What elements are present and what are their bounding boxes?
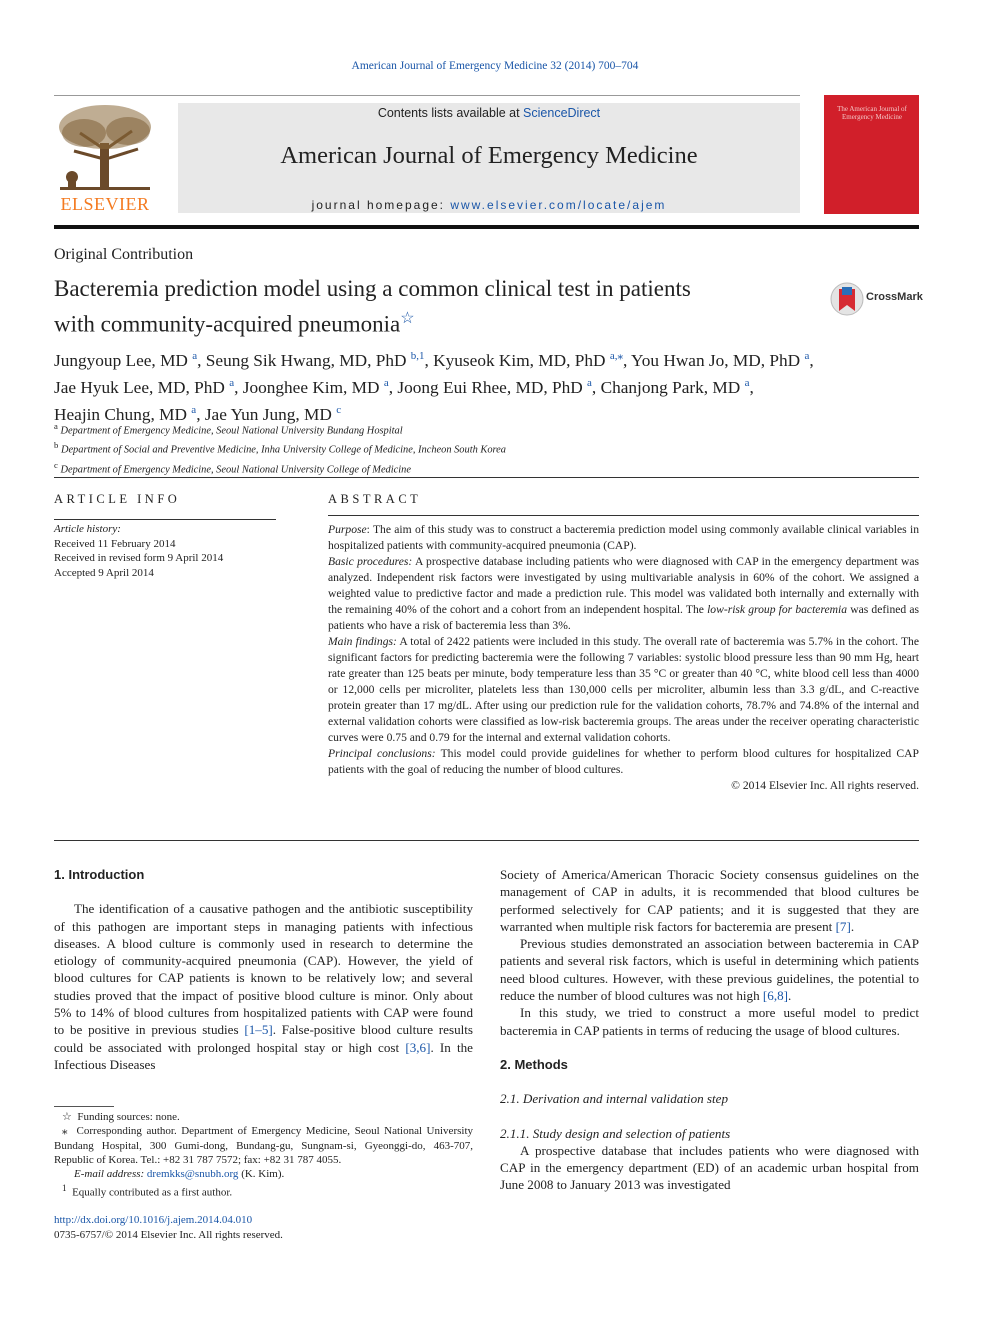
intro-text-c: . In the Infectious Diseases <box>54 1039 473 1072</box>
abstract-heading: ABSTRACT <box>328 492 422 506</box>
author-separator: , <box>234 377 243 397</box>
author-name: Jae Yun Jung, MD <box>204 404 332 424</box>
article-history <box>54 522 284 580</box>
abstract-bottom-rule <box>54 840 919 841</box>
body-right-column <box>500 866 919 1194</box>
sciencedirect-link[interactable]: ScienceDirect <box>523 106 601 120</box>
purpose-label: Purpose <box>328 523 367 536</box>
intro-text-a: The identification of a causative pathogen and the antibiotic susceptibility of this pathogen are important steps in managing patients with infectious diseases. A blood culture is commonly used in research to determine the etiology of community-acquired pneumonia (CAP). However, the yield of blood cultures for CAP patients is known to be relatively low; and several studies proved that the impact of positive blood culture is minor. Only about 5% to 14% of blood cultures from hospitalized patients with CAP were found to be positive in previous studies <box>54 901 473 1038</box>
elsevier-tree-icon <box>54 103 156 193</box>
affiliation-text: Department of Social and Preventive Medicine, Inha University College of Medicine, Incheon South Korea <box>60 444 506 456</box>
abstract-basic-procedures <box>328 554 919 634</box>
affiliation-item <box>54 419 924 438</box>
right-paragraph-2 <box>500 935 919 1004</box>
footnote-email <box>54 1167 473 1181</box>
author-name: Kyuseok Kim, MD, PhD <box>433 350 606 370</box>
article-type: Original Contribution <box>54 246 194 263</box>
cover-title: The American Journal of Emergency Medicine <box>837 105 907 121</box>
journal-homepage-link[interactable]: www.elsevier.com/locate/ajem <box>450 198 667 212</box>
author-name: Seung Sik Hwang, MD, PhD <box>205 350 407 370</box>
author-name: Heajin Chung, MD <box>54 404 187 424</box>
author-name: Joonghee Kim, MD <box>242 377 380 397</box>
affiliation-mark: b <box>54 440 59 451</box>
issn-line: 0735-6757/© 2014 Elsevier Inc. All rights reserved. <box>54 1228 283 1241</box>
right-text-2b: . <box>788 988 792 1004</box>
author-separator: , <box>196 404 205 424</box>
author-affiliation-mark[interactable]: a,⁎ <box>609 350 623 362</box>
article-info-heading: ARTICLE INFO <box>54 492 181 506</box>
footnote-corresponding <box>54 1124 473 1167</box>
affiliation-mark: a <box>54 421 58 431</box>
citation-ref-1-5[interactable]: [1–5] <box>244 1022 273 1038</box>
author-separator: , <box>197 350 206 370</box>
abstract-copyright: © 2014 Elsevier Inc. All rights reserved. <box>731 779 919 792</box>
doi-block <box>54 1213 473 1242</box>
author-affiliation-mark[interactable]: a <box>587 376 592 389</box>
author-affiliation-mark[interactable]: b,1 <box>410 350 425 362</box>
received-date: Received 11 February 2014 <box>54 537 176 550</box>
findings-text: A total of 2422 patients were included in this study. The overall rate of bacteremia was 5.7% in the cohort. The significant factors for predicting bacteremia were the following 7 variables: systolic blood pressure less than 90 mm Hg, heart rate greater than 125 beats per minute, body temperature less than 35 °C or greater than 40 °C, white blood cell less than 4000 or 12,000 cells per microliter, platelets less than 130,000 cells per microliter, albumin less than 3.3 g/dL, and C-reactive protein greater than 17 mg/dL. After using our prediction rule for the validation cohorts, 78.7% and 74.8% of the internal and external validation cohorts were classified as low-risk bacteremia groups. The areas under the receiver operating characteristic curves were 0.75 and 0.79 for the internal and external validation cohorts. <box>328 635 919 744</box>
header-divider <box>54 95 800 96</box>
citation-ref-7[interactable]: [7] <box>835 918 851 934</box>
history-label: Article history: <box>54 523 121 535</box>
header-thick-rule <box>54 225 919 229</box>
abstract-body <box>328 522 919 794</box>
subsection-2-1-1-heading: 2.1.1. Study design and selection of patients <box>500 1125 731 1141</box>
journal-citation[interactable]: American Journal of Emergency Medicine 32 (2014) 700–704 <box>351 60 639 72</box>
intro-text-b: . False-positive blood culture results could be associated with prolonged hospital stay or high cost <box>54 1022 473 1055</box>
crossmark-icon <box>830 281 866 317</box>
methods-paragraph: A prospective database that includes patients who were diagnosed with CAP in the emergency department (ED) of an academic urban hospital from June 2008 to January 2013 was investigated <box>500 1142 919 1193</box>
affiliation-item <box>54 458 924 477</box>
affiliation-mark: c <box>54 459 58 470</box>
abstract-purpose <box>328 522 919 554</box>
crossmark-badge[interactable] <box>830 281 923 317</box>
author-affiliation-mark[interactable]: a <box>192 350 198 362</box>
right-text-2a: Previous studies demonstrated an association between bacteremia in CAP patients and several risk factors, which is useful in determining which patients need blood cultures. However, with these previous guidelines, the potential to reduce the number of blood cultures was not high <box>500 936 919 1004</box>
accepted-date: Accepted 9 April 2014 <box>54 566 154 579</box>
author-separator: , <box>749 377 754 397</box>
affiliation-divider <box>54 477 919 478</box>
basic-term: low-risk group for bacteremia <box>707 603 848 616</box>
affiliation-text: Department of Emergency Medicine, Seoul National University Bundang Hospital <box>60 425 403 437</box>
affiliation-item <box>54 438 924 457</box>
author-name: You Hwan Jo, MD, PhD <box>630 350 801 370</box>
footnote-equal-contribution <box>54 1181 473 1200</box>
article-title <box>54 274 814 340</box>
citation-ref-3-6[interactable]: [3,6] <box>405 1039 431 1055</box>
author-affiliation-mark[interactable]: a <box>191 403 197 416</box>
author-separator: , <box>622 350 631 370</box>
footnotes <box>54 1110 473 1200</box>
author-affiliation-mark[interactable]: c <box>336 403 342 416</box>
crossmark-label: CrossMark <box>866 291 923 303</box>
journal-name: American Journal of Emergency Medicine <box>280 142 698 169</box>
email-suffix: (K. Kim). <box>238 1168 285 1181</box>
right-paragraph-3: In this study, we tried to construct a more useful model to predict bacteremia in CAP patients in terms of reducing the usage of blood cultures. <box>500 1005 919 1038</box>
elsevier-logo <box>54 103 156 215</box>
contents-prefix: Contents lists available at <box>377 106 524 120</box>
funding-mark: ☆ <box>62 1111 72 1123</box>
journal-homepage-line <box>178 198 800 212</box>
contents-line <box>178 106 800 120</box>
elsevier-wordmark: ELSEVIER <box>60 194 150 214</box>
email-link[interactable]: dremkks@snubh.org <box>146 1168 239 1181</box>
right-text-1b: . <box>850 918 855 934</box>
author-name: Chanjong Park, MD <box>600 377 741 397</box>
funding-text: Funding sources: none. <box>77 1111 180 1123</box>
corresponding-mark: ⁎ <box>62 1125 68 1138</box>
subsection-2-1-heading: 2.1. Derivation and internal validation step <box>500 1091 729 1107</box>
author-affiliation-mark[interactable]: a <box>744 376 750 389</box>
title-footnote-mark[interactable]: ☆ <box>400 310 415 327</box>
author-affiliation-mark[interactable]: a <box>804 350 810 362</box>
basic-text-a: A prospective database including patients who were diagnosed with CAP in the emergency department was analyzed. Independent risk factors were investigated by using multivariable analysis in 60% of the cohort. We assigned a weighted value to predictive factor and made a prediction rule. This model was validated both internally and externally with the remaining 40% of the cohort and a cohort from an independent hospital. The <box>328 555 919 616</box>
email-label: E-mail address: <box>74 1168 147 1181</box>
abstract-rule <box>328 515 919 516</box>
basic-label: Basic procedures: <box>328 555 413 568</box>
methods-heading: 2. Methods <box>500 1056 568 1072</box>
author-name: Jae Hyuk Lee, MD, PhD <box>54 377 225 397</box>
introduction-heading: 1. Introduction <box>54 867 145 882</box>
citation-ref-6-8[interactable]: [6,8] <box>762 988 788 1004</box>
equal-text: Equally contributed as a first author. <box>72 1187 233 1200</box>
author-name: Joong Eui Rhee, MD, PhD <box>397 377 583 397</box>
right-paragraph-1 <box>500 866 919 935</box>
conclusions-label: Principal conclusions: <box>328 747 436 760</box>
purpose-text: : The aim of this study was to construct a bacteremia prediction model using commonly available clinical variables in hospitalized patients with community-acquired pneumonia (CAP). <box>328 523 919 552</box>
basic-text-b: was defined as patients who have a risk of bacteremia less than 3%. <box>328 603 919 632</box>
abstract-conclusions <box>328 746 919 778</box>
author-affiliation-mark[interactable]: a <box>383 376 389 389</box>
doi-link[interactable]: http://dx.doi.org/10.1016/j.ajem.2014.04.010 <box>54 1214 253 1226</box>
journal-cover-thumbnail[interactable] <box>824 95 919 214</box>
intro-paragraph <box>54 900 473 1073</box>
body-left-column <box>54 866 473 1073</box>
article-info-rule <box>54 519 276 520</box>
title-line-1: Bacteremia prediction model using a common clinical test in patients <box>54 276 691 301</box>
conclusions-text: This model could provide guidelines for whether to perform blood cultures for hospitalized CAP patients with the goal of reducing the number of blood cultures. <box>328 747 919 776</box>
findings-label: Main findings: <box>328 635 397 648</box>
affiliation-text: Department of Emergency Medicine, Seoul National University College of Medicine <box>60 464 411 476</box>
affiliation-list <box>54 419 924 477</box>
author-separator: , <box>424 350 434 370</box>
author-separator: , <box>591 377 601 397</box>
right-text-1a: Society of America/American Thoracic Society consensus guidelines on the management of CAP in adults, it is recommended that blood cultures be performed selectively for CAP patients; and it is suggested that they are warranted when multiple risk factors for bacteremia are present <box>500 867 919 934</box>
footnote-rule <box>54 1106 114 1107</box>
author-separator: , <box>388 377 398 397</box>
author-name: Jungyoup Lee, MD <box>54 350 188 370</box>
footnote-funding <box>54 1110 473 1124</box>
author-affiliation-mark[interactable]: a <box>229 376 235 389</box>
revised-date: Received in revised form 9 April 2014 <box>54 552 224 564</box>
corresponding-text: Corresponding author. Department of Emergency Medicine, Seoul National University Bundang Hospital, 300 Gumi-dong, Bundang-gu, Sungnam-si, Gyeonggi-do, 463-707, Republic of Korea. Tel.: +82 31 787 7572; fax: +82 31 787 4055. <box>54 1125 473 1166</box>
author-list <box>54 345 924 425</box>
homepage-prefix: journal homepage: <box>311 198 451 212</box>
title-line-2: with community-acquired pneumonia <box>54 311 401 337</box>
author-separator: , <box>809 350 814 370</box>
abstract-main-findings <box>328 634 919 746</box>
equal-mark: 1 <box>62 1183 67 1194</box>
